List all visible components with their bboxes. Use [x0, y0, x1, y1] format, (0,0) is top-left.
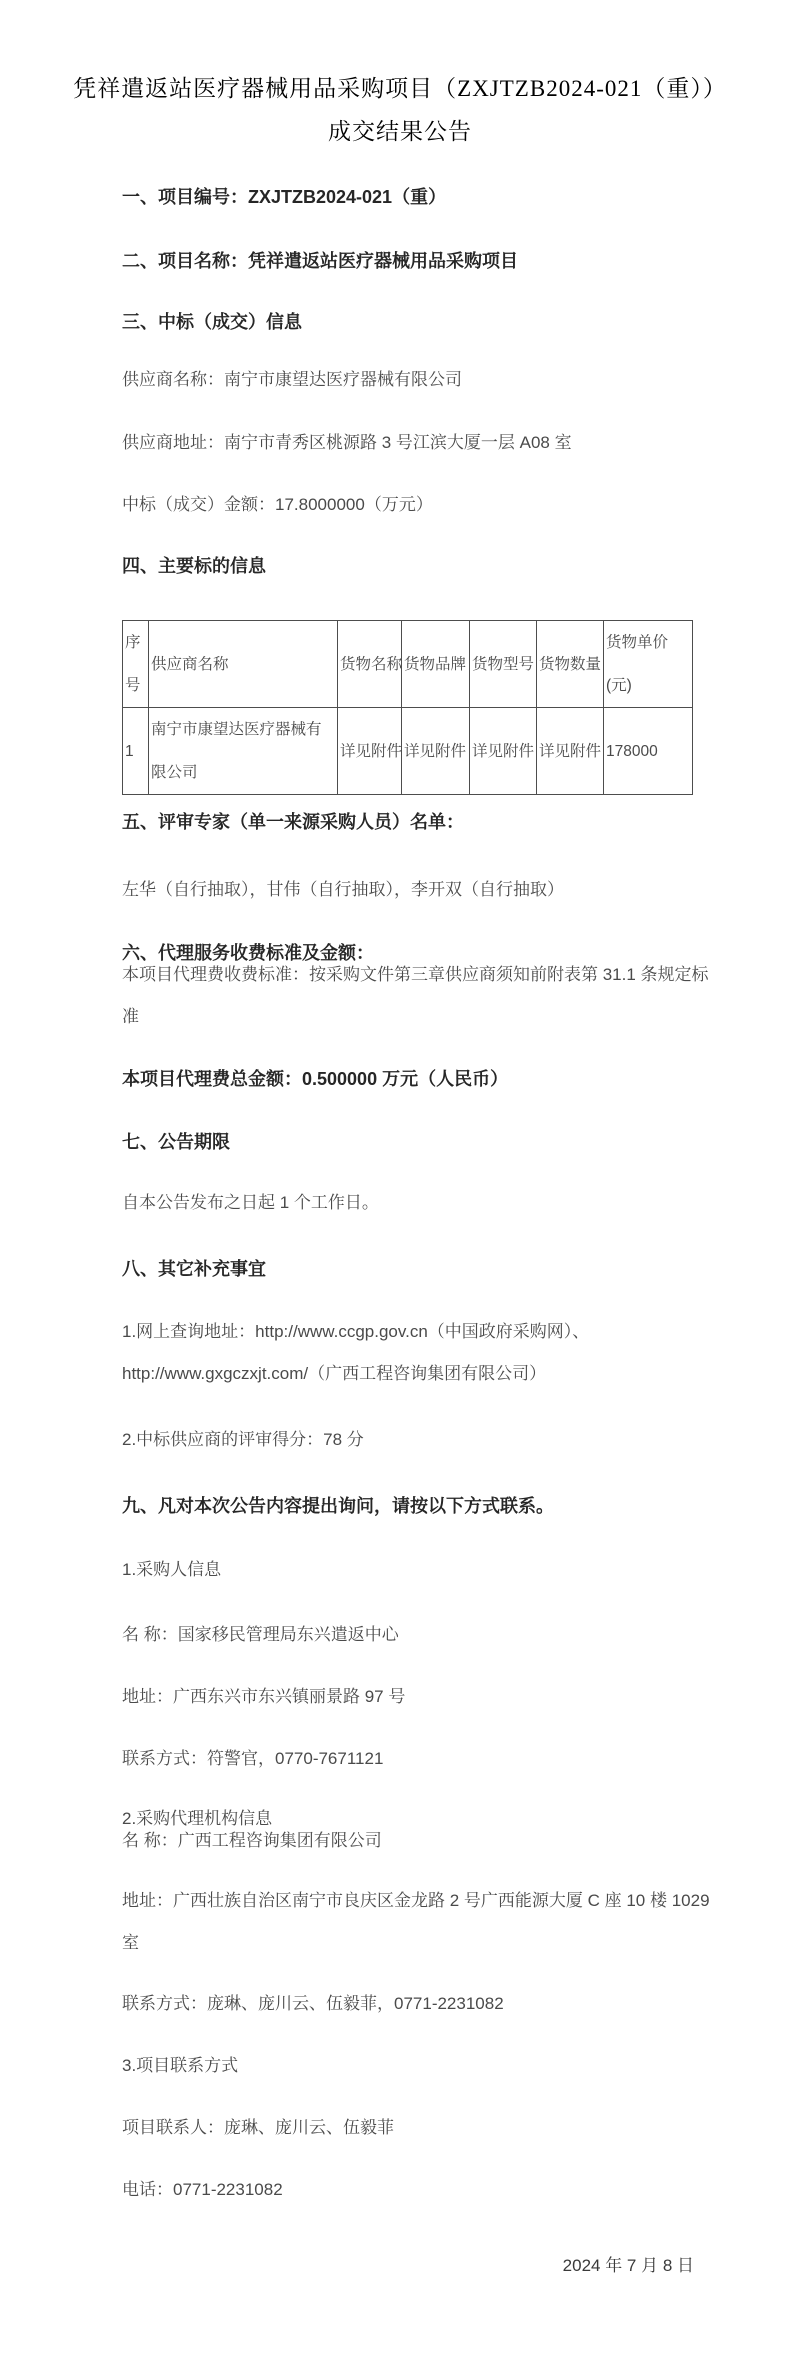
header-goods-name-label: 货物名称 — [340, 655, 403, 673]
cell-unit-price-value: 178000 — [606, 742, 658, 760]
supplier-address-line: 供应商地址：南宁市青秀区桃源路 3 号江滨大厦一层 A08 室 — [122, 433, 572, 452]
cell-goods-qty-value: 详见附件 — [539, 742, 602, 760]
header-goods-brand-label: 货物品牌 — [404, 655, 467, 673]
agency-address — [122, 1880, 710, 1964]
header-unit-price-line2: (元) — [606, 677, 632, 694]
header-seq-line1: 序 — [125, 634, 141, 651]
online-query-address-line1: 1.网上查询地址：http://www.ccgp.gov.cn（中国政府采购网）、 — [122, 1322, 590, 1341]
agency-address-line2: 室 — [122, 1933, 139, 1952]
online-query-address — [122, 1311, 694, 1395]
agency-fee-standard-line1: 本项目代理费收费标准：按采购文件第三章供应商须知前附表第 31.1 条规定标 — [122, 965, 709, 984]
cell-unit-price — [604, 708, 693, 795]
header-unit-price-line1: 货物单价 — [606, 634, 669, 651]
header-goods-qty-label: 货物数量 — [539, 655, 602, 673]
header-goods-model-label: 货物型号 — [472, 655, 535, 673]
doc-title — [0, 67, 800, 153]
section4-heading-main-subject: 四、主要标的信息 — [122, 556, 266, 576]
cell-goods-name-value: 详见附件 — [340, 742, 403, 760]
buyer-name-line: 名 称：国家移民管理局东兴遣返中心 — [122, 1625, 399, 1644]
agency-contact-line: 联系方式：庞琳、庞川云、伍毅菲，0771-2231082 — [122, 1994, 504, 2013]
buyer-info-title: 1.采购人信息 — [122, 1560, 222, 1579]
header-cell-goods-brand — [402, 621, 470, 708]
buyer-contact-line: 联系方式：符警官，0770-7671121 — [122, 1749, 384, 1768]
section9-heading-contact: 九、凡对本次公告内容提出询问，请按以下方式联系。 — [122, 1496, 554, 1516]
online-query-address-line2: http://www.gxgczxjt.com/（广西工程咨询集团有限公司） — [122, 1364, 547, 1383]
agency-name-line: 名 称：广西工程咨询集团有限公司 — [122, 1831, 382, 1850]
header-cell-seq — [123, 621, 149, 708]
section5-heading-experts: 五、评审专家（单一来源采购人员）名单： — [122, 812, 464, 832]
cell-supplier-line1: 南宁市康望达医疗器械有 — [151, 721, 322, 738]
cell-goods-name — [338, 708, 402, 795]
cell-goods-qty — [537, 708, 604, 795]
project-contact-persons-line: 项目联系人：庞琳、庞川云、伍毅菲 — [122, 2118, 394, 2137]
cell-supplier-line2: 限公司 — [151, 764, 198, 781]
doc-title-line1: 凭祥遣返站医疗器械用品采购项目（ZXJTZB2024-021（重）） — [73, 76, 727, 101]
section6-heading-agency-fee: 六、代理服务收费标准及金额： — [122, 943, 374, 963]
header-cell-goods-name — [338, 621, 402, 708]
agency-info-title: 2.采购代理机构信息 — [122, 1809, 273, 1828]
award-amount-line: 中标（成交）金额：17.8000000（万元） — [122, 495, 433, 514]
header-cell-goods-model — [470, 621, 537, 708]
agency-fee-standard — [122, 954, 709, 1038]
section3-heading-award-info: 三、中标（成交）信息 — [122, 312, 302, 332]
review-score-line: 2.中标供应商的评审得分：78 分 — [122, 1430, 364, 1449]
award-table-data-row — [123, 708, 693, 795]
section1-heading-project-number: 一、项目编号：ZXJTZB2024-021（重） — [122, 187, 447, 207]
section2-heading-project-name: 二、项目名称：凭祥遣返站医疗器械用品采购项目 — [122, 251, 518, 271]
section7-heading-notice-period: 七、公告期限 — [122, 1132, 230, 1152]
cell-seq-value: 1 — [125, 742, 134, 760]
cell-goods-brand — [402, 708, 470, 795]
section8-heading-supplement: 八、其它补充事宜 — [122, 1259, 266, 1279]
header-cell-goods-qty — [537, 621, 604, 708]
project-contact-title: 3.项目联系方式 — [122, 2056, 239, 2075]
header-seq-line2: 号 — [125, 677, 141, 694]
supplier-name-line: 供应商名称：南宁市康望达医疗器械有限公司 — [122, 370, 462, 389]
agency-fee-standard-line2: 准 — [122, 1007, 139, 1026]
cell-supplier — [149, 708, 338, 795]
cell-seq — [123, 708, 149, 795]
header-supplier-label: 供应商名称 — [151, 655, 229, 673]
header-cell-unit-price — [604, 621, 693, 708]
agency-fee-total-line: 本项目代理费总金额：0.500000 万元（人民币） — [122, 1069, 509, 1089]
agency-info-block — [122, 1808, 694, 1852]
cell-goods-model — [470, 708, 537, 795]
project-telephone-line: 电话：0771-2231082 — [122, 2180, 283, 2199]
notice-period-line: 自本公告发布之日起 1 个工作日。 — [122, 1193, 379, 1212]
buyer-address-line: 地址：广西东兴市东兴镇丽景路 97 号 — [122, 1687, 406, 1706]
award-table-header-row — [123, 621, 693, 708]
experts-list-line: 左华（自行抽取），甘伟（自行抽取），李开双（自行抽取） — [122, 880, 564, 899]
cell-goods-brand-value: 详见附件 — [404, 742, 467, 760]
doc-title-line2: 成交结果公告 — [328, 119, 472, 144]
announcement-date: 2024 年 7 月 8 日 — [562, 2256, 694, 2275]
agency-address-line1: 地址：广西壮族自治区南宁市良庆区金龙路 2 号广西能源大厦 C 座 10 楼 1029 — [122, 1891, 710, 1910]
header-cell-supplier — [149, 621, 338, 708]
award-table — [122, 620, 693, 795]
cell-goods-model-value: 详见附件 — [472, 742, 535, 760]
